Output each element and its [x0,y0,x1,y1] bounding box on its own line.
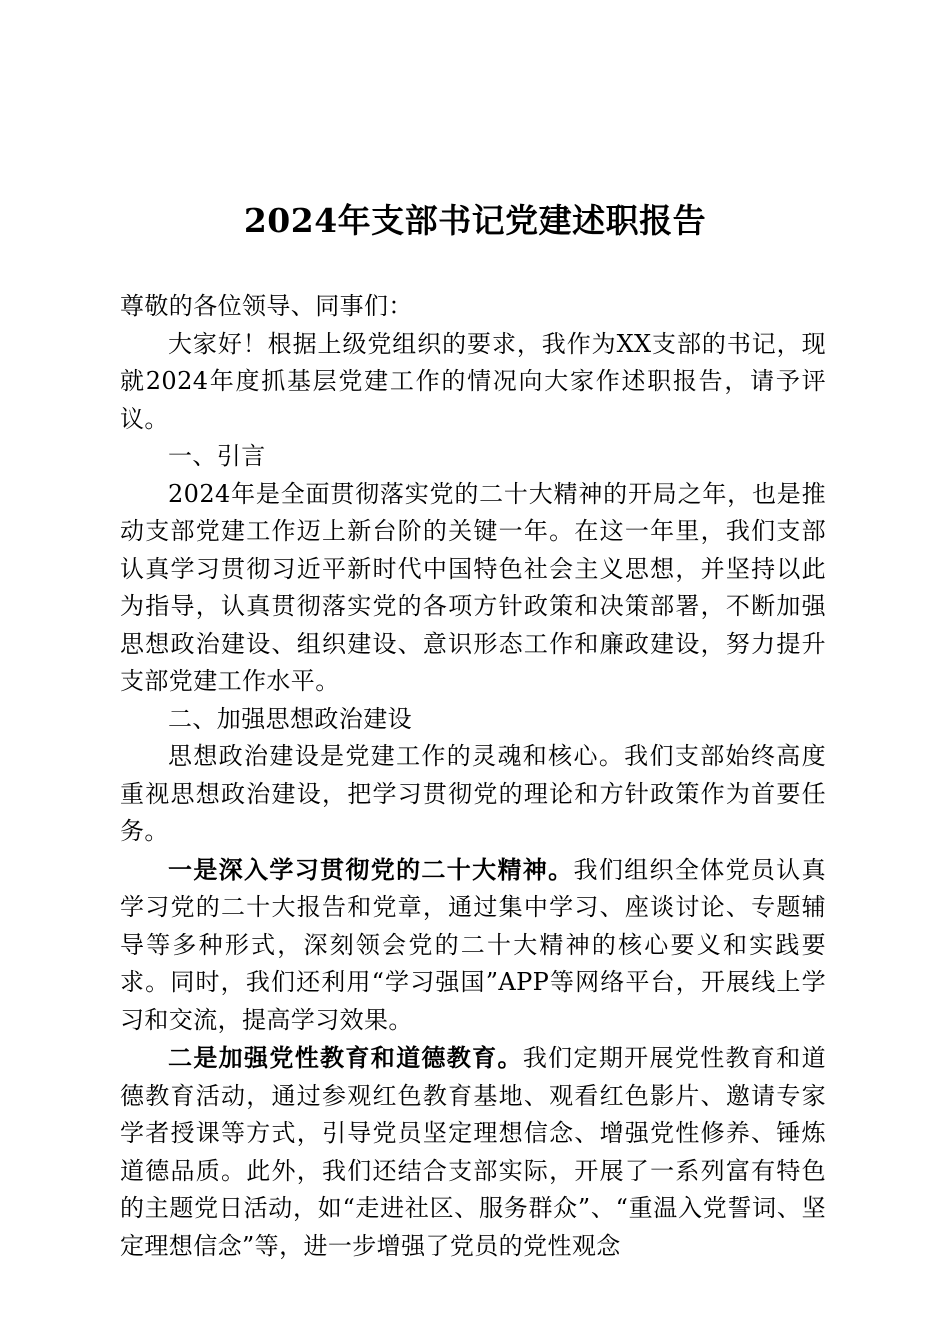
document-title: 2024年支部书记党建述职报告 [243,201,707,240]
document-body [120,288,826,1265]
point-paragraph-2 [120,1039,826,1265]
salutation: 尊敬的各位领导、同事们： [120,292,413,320]
point-text-1: 我们组织全体党员认真学习党的二十大报告和党章，通过集中学习、座谈讨论、专题辅导等多种形式，深刻领会党的二十大精神的核心要义和实践要求。同时，我们还利用“学习强国”APP等网络平台，开展线上学习和交流，提高学习效果。 [120,855,826,1034]
section-heading-ideological: 二、加强思想政治建设 [168,704,412,733]
intro-paragraph: 大家好！根据上级党组织的要求，我作为XX支部的书记，现就2024年度抓基层党建工作的情况向大家作述职报告，请予评议。 [120,329,826,433]
section-paragraph-introduction: 2024年是全面贯彻落实党的二十大精神的开局之年，也是推动支部党建工作迈上新台阶的关键一年。在这一年里，我们支部认真学习贯彻习近平新时代中国特色社会主义思想，并坚持以此为指导，认真贯彻落实党的各项方针政策和决策部署，不断加强思想政治建设、组织建设、意识形态工作和廉政建设，努力提升支部党建工作水平。 [120,479,826,695]
point-lead-1: 一是深入学习贯彻党的二十大精神。 [168,854,574,884]
point-paragraph-1 [120,851,826,1040]
point-text-2: 我们定期开展党性教育和道德教育活动，通过参观红色教育基地、观看红色影片、邀请专家学者授课等方式，引导党员坚定理想信念、增强党性修养、锤炼道德品质。此外，我们还结合支部实际，开展了一系列富有特色的主题党日活动，如“走进社区、服务群众”、“重温入党誓词、坚定理想信念”等，进一步增强了党员的党性观念 [120,1044,826,1260]
section-heading-introduction: 一、引言 [168,442,266,470]
point-lead-2: 二是加强党性教育和道德教育。 [168,1043,523,1072]
section-paragraph-ideological: 思想政治建设是党建工作的灵魂和核心。我们支部始终高度重视思想政治建设，把学习贯彻党的理论和方针政策作为首要任务。 [120,742,826,845]
